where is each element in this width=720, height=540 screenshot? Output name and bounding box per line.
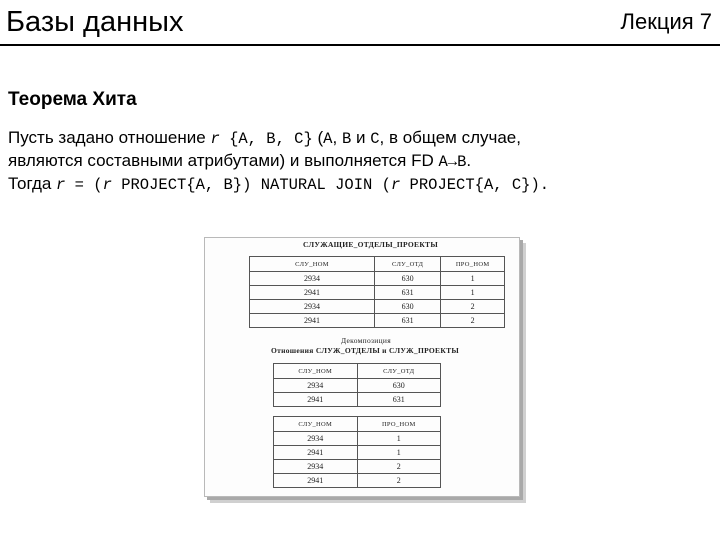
- text-segment: и: [351, 128, 371, 147]
- formula-segment: = (: [65, 176, 103, 194]
- emp-dept-table: [273, 363, 441, 407]
- table-row: [250, 300, 505, 314]
- table-header-row: [250, 257, 505, 272]
- theorem-text: [8, 127, 714, 196]
- attr-c: C: [370, 130, 380, 148]
- text-segment: , в общем случае,: [379, 128, 521, 147]
- table-cell: 1: [441, 272, 505, 286]
- table-row: [274, 460, 441, 474]
- table-cell: 2941: [250, 314, 375, 328]
- slide-title: Базы данных: [6, 6, 184, 38]
- table-cell: 2941: [274, 474, 358, 488]
- table-cell: 2: [441, 300, 505, 314]
- table-cell: 2: [441, 314, 505, 328]
- table-row: [250, 286, 505, 300]
- table-cell: 1: [441, 286, 505, 300]
- relation-r: r: [102, 176, 112, 194]
- table-cell: 2934: [250, 272, 375, 286]
- table-cell: 2941: [250, 286, 375, 300]
- relation-r: r: [56, 176, 66, 194]
- table-row: [274, 379, 441, 393]
- theorem-line-1: [8, 127, 714, 150]
- lecture-label: Лекция 7: [620, 9, 712, 34]
- emp-proj-table: [273, 416, 441, 488]
- decomposition-subcaption: Отношения СЛУЖ_ОТДЕЛЫ и СЛУЖ_ПРОЕКТЫ: [271, 346, 460, 355]
- column-header: СЛУ_ОТД: [357, 364, 441, 379]
- relation-r: r: [390, 176, 401, 194]
- table-body: [274, 379, 441, 407]
- relation-r: r: [210, 130, 220, 148]
- section-heading: Теорема Хита: [8, 89, 137, 110]
- table-cell: 2941: [274, 393, 358, 407]
- table-cell: 1: [357, 446, 441, 460]
- functional-dependency: A→B: [438, 153, 467, 171]
- table-cell: 2: [357, 474, 441, 488]
- decomposition-caption: Декомпозиция: [341, 336, 391, 345]
- decomposition-figure: [204, 237, 520, 497]
- column-header: ПРО_НОМ: [357, 417, 441, 432]
- formula-segment: PROJECT{A, B}) NATURAL JOIN (: [111, 176, 391, 194]
- column-header: СЛУ_НОМ: [274, 417, 358, 432]
- table-cell: 2934: [274, 460, 358, 474]
- table-cell: 630: [357, 379, 441, 393]
- table-row: [274, 474, 441, 488]
- text-segment: являются составными атрибутами) и выполняется FD: [8, 151, 439, 170]
- text-segment: (: [312, 128, 324, 147]
- column-header: СЛУ_ОТД: [374, 257, 440, 272]
- table-cell: 2934: [250, 300, 375, 314]
- table-row: [274, 393, 441, 407]
- table-cell: 630: [374, 300, 440, 314]
- title-divider: [0, 44, 720, 46]
- table-cell: 2: [357, 460, 441, 474]
- theorem-line-2: [8, 150, 714, 173]
- text-segment: Пусть задано отношение: [8, 128, 211, 147]
- table-row: [274, 432, 441, 446]
- attr-b: B: [341, 130, 352, 148]
- table-cell: 2934: [274, 379, 358, 393]
- theorem-line-3: [8, 173, 714, 196]
- column-header: СЛУ_НОМ: [274, 364, 358, 379]
- column-header: ПРО_НОМ: [441, 257, 505, 272]
- text-segment: .: [466, 151, 472, 170]
- table-row: [250, 314, 505, 328]
- table-cell: 2934: [274, 432, 358, 446]
- table-body: [274, 432, 441, 488]
- column-header: СЛУ_НОМ: [250, 257, 375, 272]
- attribute-set: {A, B, C}: [219, 130, 313, 148]
- table-cell: 630: [374, 272, 440, 286]
- formula-segment: PROJECT{A, C}).: [400, 176, 550, 194]
- attr-a: A: [323, 130, 333, 148]
- table-header-row: [274, 417, 441, 432]
- table-row: [250, 272, 505, 286]
- table-cell: 631: [357, 393, 441, 407]
- table-body: [250, 272, 505, 328]
- table-header-row: [274, 364, 441, 379]
- text-segment: ,: [332, 128, 342, 147]
- text-segment: Тогда: [8, 174, 57, 193]
- table-cell: 2941: [274, 446, 358, 460]
- table-cell: 631: [374, 286, 440, 300]
- table-cell: 1: [357, 432, 441, 446]
- table-cell: 631: [374, 314, 440, 328]
- main-relation-table: [249, 256, 505, 328]
- figure-caption-top: СЛУЖАЩИЕ_ОТДЕЛЫ_ПРОЕКТЫ: [303, 240, 439, 249]
- table-row: [274, 446, 441, 460]
